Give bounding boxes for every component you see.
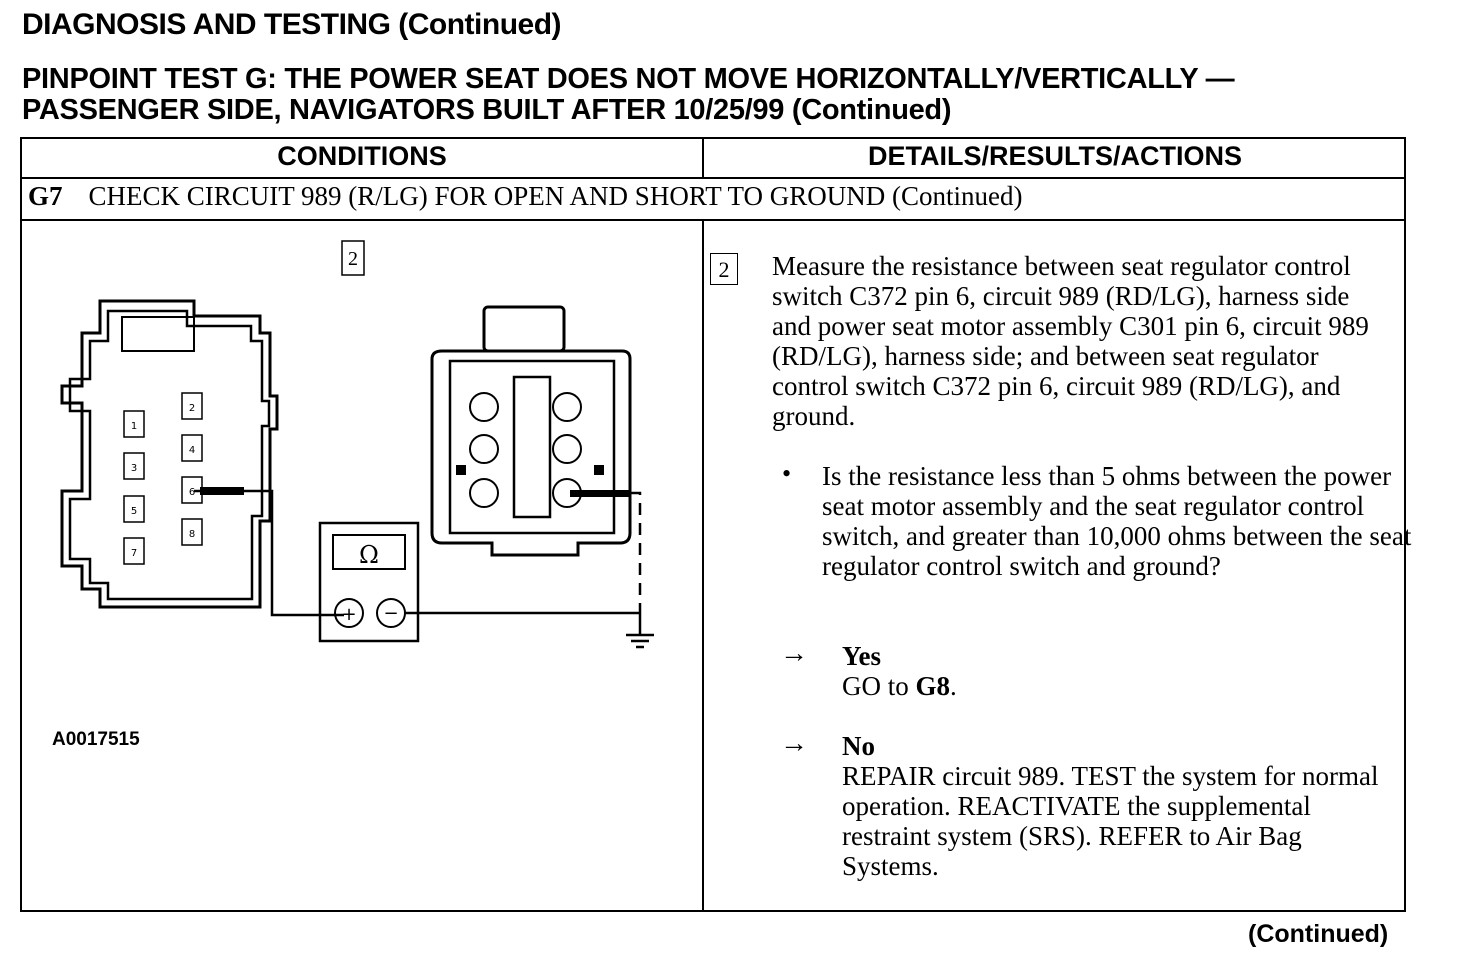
wiring-diagram bbox=[22, 221, 702, 911]
step-row bbox=[28, 181, 1022, 212]
body-divider bbox=[702, 219, 704, 912]
ground-symbol bbox=[626, 613, 654, 647]
measurement-instruction: Measure the resistance between seat regulator control switch C372 pin 6, circuit 989 (RD/LG), harness side and power seat motor assembly C301 pin 6, circuit 989 (RD/LG), harness side; and between seat regulator control switch C372 pin 6, circuit 989 (RD/LG), and ground. bbox=[772, 251, 1369, 431]
no-label: No bbox=[842, 731, 875, 761]
pin-label-3: 3 bbox=[130, 463, 138, 474]
yes-label: Yes bbox=[842, 641, 881, 671]
bullet: • bbox=[782, 459, 792, 488]
figure-id: A0017515 bbox=[52, 729, 140, 750]
yes-action-target: G8 bbox=[915, 671, 951, 701]
conditions-header: CONDITIONS bbox=[277, 141, 447, 171]
yes-action bbox=[842, 671, 1402, 701]
pinpoint-test-table bbox=[20, 137, 1412, 912]
negative-terminal-label: − bbox=[383, 603, 399, 624]
probe-tip-positive bbox=[200, 487, 244, 495]
test-title-line-1: PINPOINT TEST G: THE POWER SEAT DOES NOT MOVE HORIZONTALLY/VERTICALLY — bbox=[22, 63, 1235, 95]
header-rule bbox=[22, 177, 1404, 179]
motor-connector-c301 bbox=[432, 307, 630, 555]
ohm-symbol: Ω bbox=[359, 541, 379, 569]
pin-label-6: 6 bbox=[188, 487, 196, 498]
step-title: CHECK CIRCUIT 989 (R/LG) FOR OPEN AND SHORT TO GROUND (Continued) bbox=[88, 181, 1023, 211]
probe-tip-c301 bbox=[570, 490, 630, 497]
test-title-line-2: PASSENGER SIDE, NAVIGATORS BUILT AFTER 10/25/99 (Continued) bbox=[22, 94, 952, 126]
pin-label-7: 7 bbox=[130, 548, 138, 559]
pin-label-5: 5 bbox=[130, 506, 138, 517]
pin-label-8: 8 bbox=[188, 529, 196, 540]
yes-action-prefix: GO to bbox=[842, 671, 916, 701]
pin-label-1: 1 bbox=[130, 421, 138, 432]
yes-action-suffix: . bbox=[950, 671, 957, 701]
continued-footer: (Continued) bbox=[1248, 920, 1389, 948]
details-header: DETAILS/RESULTS/ACTIONS bbox=[867, 141, 1242, 171]
resistance-question: Is the resistance less than 5 ohms between the power seat motor assembly and the seat regulator control switch, and greater than 10,000 ohms between the seat regulator control switch and ground? bbox=[822, 461, 1412, 581]
pin-label-2: 2 bbox=[188, 403, 196, 414]
step-id: G7 bbox=[28, 181, 63, 211]
switch-connector-c372 bbox=[62, 301, 277, 607]
yes-arrow: → bbox=[780, 638, 808, 669]
positive-terminal-label: + bbox=[341, 604, 357, 625]
no-arrow: → bbox=[780, 728, 808, 759]
diagram-step-number: 2 bbox=[348, 248, 358, 270]
ohmmeter bbox=[320, 523, 418, 641]
no-action: REPAIR circuit 989. TEST the system for normal operation. REACTIVATE the supplemental restraint system (SRS). REFER to Air Bag Systems. bbox=[842, 761, 1379, 881]
pinpoint-test-title bbox=[22, 64, 1462, 126]
section-title: DIAGNOSIS AND TESTING (Continued) bbox=[22, 8, 562, 41]
details-step-box: 2 bbox=[710, 253, 738, 285]
pin-label-4: 4 bbox=[188, 445, 196, 456]
diagram-svg bbox=[22, 221, 702, 781]
